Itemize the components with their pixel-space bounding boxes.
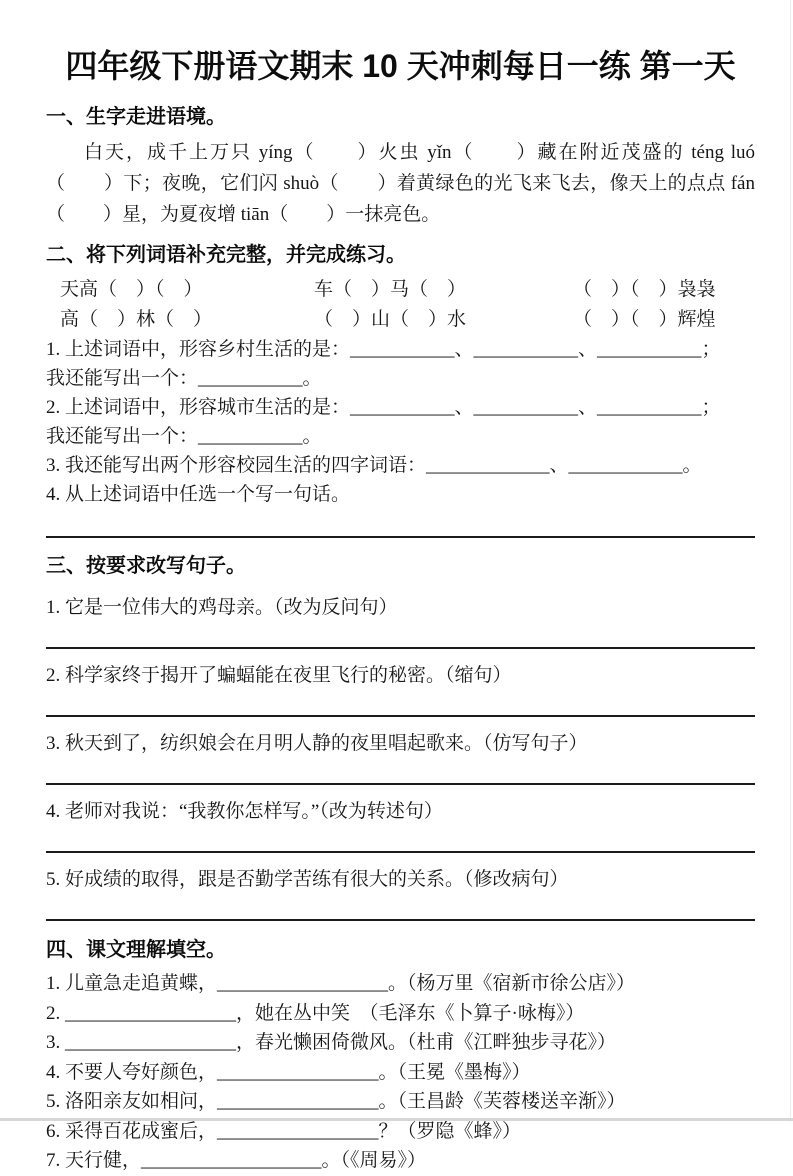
word-blank-cell: （ ）（ ）袅袅 bbox=[573, 279, 716, 300]
section-4-question-7: 7. 天行健，___________________。（《周易》） bbox=[46, 1150, 427, 1171]
section-4-questions bbox=[46, 969, 755, 1176]
section-rewrite-sentences bbox=[46, 551, 755, 921]
section-2-heading: 二、将下列词语补充完整，并完成练习。 bbox=[46, 244, 406, 266]
section-3-question-4: 4. 老师对我说：“我教你怎样写。”（改为转述句） bbox=[46, 801, 443, 822]
answer-line bbox=[46, 509, 755, 538]
answer-line bbox=[46, 688, 755, 717]
section-3-question-3: 3. 秋天到了，纺织娘会在月明人静的夜里唱起歌来。（仿写句子） bbox=[46, 733, 588, 754]
answer-line bbox=[46, 824, 755, 853]
section-2-question-4: 4. 从上述词语中任选一个写一句话。 bbox=[46, 484, 351, 505]
section-2-question-1-line-2: 我还能写出一个：___________。 bbox=[46, 368, 322, 389]
section-4-question-6: 6. 采得百花成蜜后，_________________？（罗隐《蜂》） bbox=[46, 1120, 522, 1142]
section-2-question-1-line-1: 1. 上述词语中，形容乡村生活的是：___________、___________、___________； bbox=[46, 339, 721, 360]
section-text-comprehension bbox=[46, 935, 755, 1176]
section-4-question-3: 3. __________________，春光懒困倚微风。（杜甫《江畔独步寻花》） bbox=[46, 1032, 617, 1053]
word-blank-cell: 天高（ ）（ ） bbox=[60, 279, 203, 300]
answer-line bbox=[46, 892, 755, 921]
section-4-question-2: 2. __________________，她在丛中笑 （毛泽东《卜算子·咏梅》） bbox=[46, 1002, 585, 1024]
section-1-heading: 一、生字走进语境。 bbox=[46, 106, 226, 128]
section-2-question-2-line-1: 2. 上述词语中，形容城市生活的是：___________、___________、___________； bbox=[46, 397, 721, 418]
page-edge-shadow-bottom bbox=[0, 1118, 793, 1121]
page-title: 四年级下册语文期末 10 天冲刺每日一练 第一天 bbox=[65, 48, 736, 84]
word-blank-cell: （ ）山（ ）水 bbox=[314, 309, 467, 330]
section-3-question-1: 1. 它是一位伟大的鸡母亲。（改为反问句） bbox=[46, 597, 398, 618]
section-2-question-3: 3. 我还能写出两个形容校园生活的四字词语：_____________、____________。 bbox=[46, 455, 702, 476]
section-4-question-1: 1. 儿童急走追黄蝶，__________________。（杨万里《宿新市徐公店》） bbox=[46, 973, 636, 994]
section-3-heading: 三、按要求改写句子。 bbox=[46, 555, 246, 577]
section-4-question-4: 4. 不要人夸好颜色，_________________。（王冕《墨梅》） bbox=[46, 1061, 531, 1083]
section-4-question-5: 5. 洛阳亲友如相问，_________________。（王昌龄《芙蓉楼送辛渐》） bbox=[46, 1091, 626, 1112]
page-edge-shadow-right bbox=[790, 0, 791, 1122]
section-1-passage: 白天，成千上万只 yíng（ ）火虫 yǐn（ ）藏在附近茂盛的 téng luó（ ）下；夜晚，它们闪 shuò（ ）着黄绿色的光飞来飞去，像天上的点点 fán（ ）星，为夏夜增 tiān（ ）一抹亮色。 bbox=[46, 142, 755, 225]
word-blank-cell: 车（ ）马（ ） bbox=[314, 279, 467, 300]
answer-line bbox=[46, 756, 755, 785]
section-3-question-2: 2. 科学家终于揭开了蝙蝠能在夜里飞行的秘密。（缩句） bbox=[46, 665, 512, 686]
word-completion-grid bbox=[46, 275, 755, 335]
section-2-question-2-line-2: 我还能写出一个：___________。 bbox=[46, 426, 322, 447]
section-3-question-5: 5. 好成绩的取得，跟是否勤学苦练有很大的关系。（修改病句） bbox=[46, 869, 569, 890]
word-blank-cell: 高（ ）林（ ） bbox=[60, 309, 213, 330]
section-complete-words bbox=[46, 240, 755, 538]
section-word-in-context bbox=[46, 102, 755, 230]
answer-line bbox=[46, 620, 755, 649]
word-blank-cell: （ ）（ ）辉煌 bbox=[573, 309, 716, 330]
section-4-heading: 四、课文理解填空。 bbox=[46, 939, 226, 961]
